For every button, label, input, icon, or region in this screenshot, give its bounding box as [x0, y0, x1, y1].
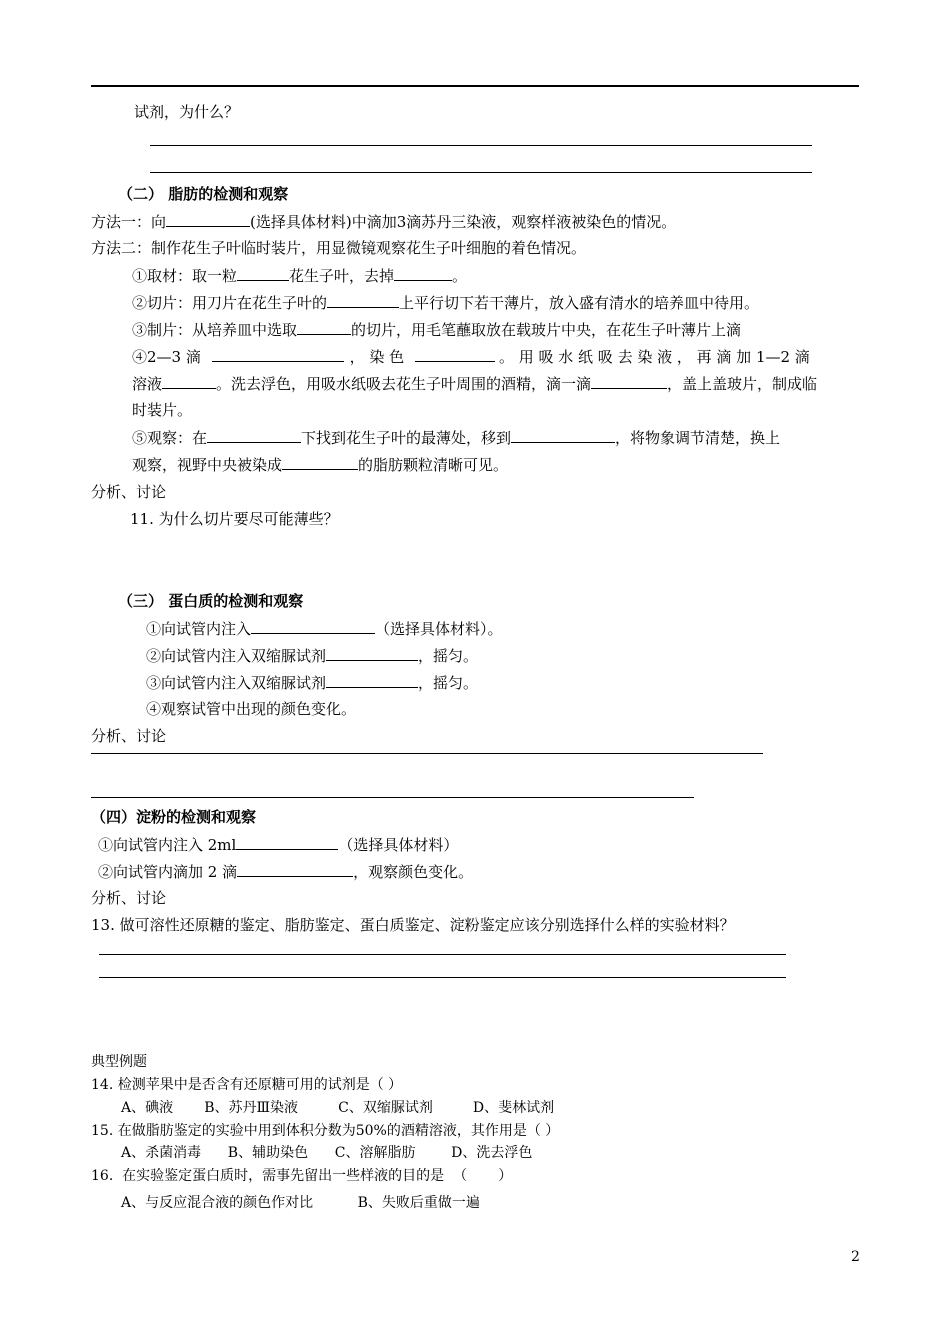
protein-step1: ①向试管内注入 （选择具体材料）。 [146, 620, 503, 638]
step2-line: ②切片：用刀片在花生子叶的 上平行切下若干薄片，放入盛有清水的培养皿中待用。 [132, 294, 760, 312]
step4-line: ④2—3 滴 ， 染 色 。 用 吸 水 纸 吸 去 染 液 ， 再 滴 加 1—2 滴 [132, 348, 810, 366]
question-16-options: A、与反应混合液的颜色作对比 B、失败后重做一遍 [121, 1195, 480, 1211]
blank[interactable] [394, 265, 452, 281]
answer-line[interactable] [150, 145, 812, 146]
discuss-label: 分析、讨论 [91, 483, 167, 501]
question-13: 13. 做可溶性还原糖的鉴定、脂肪鉴定、蛋白质鉴定、淀粉鉴定应该分别选择什么样的实验材料？ [91, 916, 735, 934]
blank[interactable] [207, 427, 301, 443]
answer-line[interactable] [91, 797, 694, 798]
blank[interactable] [591, 373, 667, 389]
blank[interactable] [326, 645, 418, 661]
method2-line: 方法二：制作花生子叶临时装片，用显微镜观察花生子叶细胞的着色情况。 [91, 239, 587, 257]
step4-line-3: 时装片。 [132, 401, 193, 419]
blank[interactable] [236, 834, 338, 850]
blank[interactable] [166, 211, 250, 227]
section-heading-protein: （三） 蛋白质的检测和观察 [118, 592, 304, 610]
step3-line: ③制片：从培养皿中选取 的切片，用毛笔蘸取放在载玻片中央，在花生子叶薄片上滴 [132, 321, 742, 339]
step4-line-2: 溶液 。洗去浮色，用吸水纸吸去花生子叶周围的酒精，滴一滴 ，盖上盖玻片，制成临 [132, 375, 818, 393]
blank[interactable] [326, 672, 418, 688]
blank[interactable] [162, 373, 216, 389]
question-11: 11. 为什么切片要尽可能薄些？ [130, 510, 339, 528]
discuss-label: 分析、讨论 [91, 727, 167, 745]
protein-step3: ③向试管内注入双缩脲试剂 ，摇匀。 [146, 674, 479, 692]
examples-heading: 典型例题 [91, 1054, 147, 1070]
blank[interactable] [251, 618, 375, 634]
question-14: 14. 检测苹果中是否含有还原糖可用的试剂是（ ） [91, 1077, 403, 1093]
question-15-options: A、杀菌消毒 B、辅助染色 C、溶解脂肪 D、洗去浮色 [121, 1145, 533, 1161]
discuss-label: 分析、讨论 [91, 889, 167, 907]
answer-line[interactable] [99, 954, 786, 955]
protein-step2: ②向试管内注入双缩脲试剂 ，摇匀。 [146, 647, 479, 665]
question-14-options: A、碘液 B、苏丹Ⅲ染液 C、双缩脲试剂 D、斐林试剂 [121, 1100, 555, 1116]
protein-step4: ④观察试管中出现的颜色变化。 [146, 700, 357, 718]
section-heading-starch: （四）淀粉的检测和观察 [91, 808, 257, 826]
answer-line[interactable] [150, 172, 812, 173]
question-16: 16. 在实验鉴定蛋白质时，需事先留出一些样液的目的是 （ ） [91, 1168, 513, 1184]
step5-line-2: 观察，视野中央被染成 的脂肪颗粒清晰可见。 [132, 456, 509, 474]
answer-line[interactable] [91, 753, 763, 754]
blank[interactable] [297, 319, 351, 335]
method1-line: 方法一：向 (选择具体材料)中滴加3滴苏丹三染液，观察样液被染色的情况。 [91, 213, 677, 231]
question-15: 15. 在做脂肪鉴定的实验中用到体积分数为50%的酒精溶液，其作用是（ ） [91, 1123, 560, 1139]
starch-step1: ①向试管内注入 2ml （选择具体材料） [98, 836, 459, 854]
blank[interactable] [327, 292, 399, 308]
blank[interactable] [415, 346, 495, 362]
blank[interactable] [212, 346, 344, 362]
step5-line: ⑤观察：在 下找到花生子叶的最薄处，移到 ，将物象调节清楚，换上 [132, 429, 781, 447]
page-number: 2 [851, 1249, 860, 1265]
answer-line[interactable] [99, 977, 786, 978]
step1-line: ①取材：取一粒 花生子叶，去掉 。 [132, 267, 468, 285]
blank[interactable] [237, 861, 353, 877]
blank[interactable] [237, 265, 289, 281]
starch-step2: ②向试管内滴加 2 滴 ，观察颜色变化。 [98, 863, 474, 881]
header-rule [91, 85, 859, 87]
section-heading-fat: （二） 脂肪的检测和观察 [118, 185, 289, 203]
prev-question-tail: 试剂，为什么？ [134, 103, 240, 121]
blank[interactable] [282, 454, 358, 470]
blank[interactable] [511, 427, 615, 443]
